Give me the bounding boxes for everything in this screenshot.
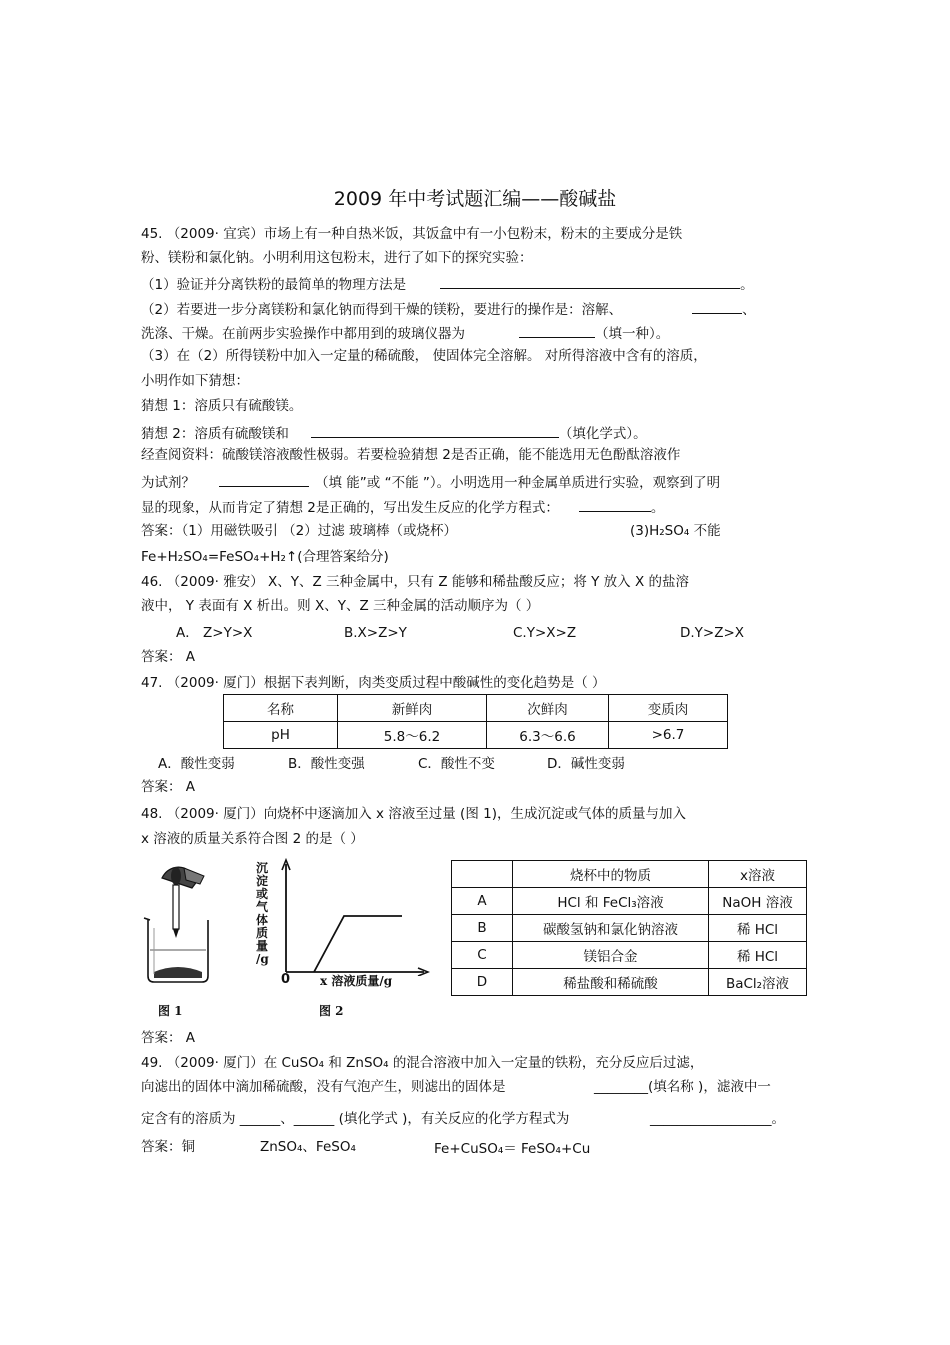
q45-guess1: 猜想 1：溶质只有硫酸镁。 <box>141 398 303 414</box>
q45-line2: 粉、镁粉和氯化钠。小明利用这包粉末，进行了如下的探究实验： <box>141 250 533 266</box>
q45-line12 <box>141 497 664 516</box>
table-cell: pH <box>224 722 338 749</box>
q45-line12-end: 。 <box>650 500 665 516</box>
table-cell: 稀 HCl <box>709 915 807 942</box>
q48-line1: 48. （2009· 厦门）向烧杯中逐滴加入 x 溶液至过量 (图 1)，生成沉淀或气体的质量与加入 <box>141 806 686 822</box>
q47-line1: 47. （2009· 厦门）根据下表判断，肉类变质过程中酸碱性的变化趋势是（ ） <box>141 675 606 691</box>
q46-answer: 答案： A <box>141 649 196 665</box>
table-cell: 镁铝合金 <box>513 942 709 969</box>
beaker-lip <box>144 918 150 920</box>
q48-answer: 答案： A <box>141 1030 196 1046</box>
figure-1-caption: 图 1 <box>158 1004 183 1018</box>
q45-part2-text: （2）若要进一步分离镁粉和氯化钠而得到干燥的镁粉，要进行的操作是：溶解、 <box>141 302 623 318</box>
q45-blank-3[interactable] <box>519 323 595 338</box>
q49-answer-a: 答案：铜 <box>141 1139 195 1155</box>
q46-option-b: B.X>Z>Y <box>344 625 407 641</box>
table-row <box>224 722 728 749</box>
ylabel-char: 量 <box>256 939 269 953</box>
q45-line1: 45. （2009· 宜宾）市场上有一种自热米饭，其饭盒中有一小包粉末，粉末的主要成分是铁 <box>141 226 683 242</box>
ylabel-char: 气 <box>256 900 269 914</box>
q45-guess2-end: （填化学式）。 <box>558 426 647 442</box>
q46-line2: 液中， Y 表面有 X 析出。则 X、Y、Z 三种金属的活动顺序为（ ） <box>141 598 540 614</box>
table-cell: >6.7 <box>609 722 728 749</box>
q49-answer-c: Fe+CuSO₄＝ FeSO₄+Cu <box>434 1141 591 1157</box>
q46-option-c: C.Y>X>Z <box>513 625 577 641</box>
q47-option-d: D．碱性变弱 <box>547 756 625 772</box>
q47-option-b: B．酸性变强 <box>288 756 365 772</box>
ylabel-char: 质 <box>256 926 269 940</box>
table-cell: 碳酸氢钠和氯化钠溶液 <box>513 915 709 942</box>
figure-2-origin: 0 <box>281 972 291 987</box>
table-row <box>224 695 728 722</box>
table-cell: D <box>452 969 513 996</box>
q45-part1-end: 。 <box>740 277 754 293</box>
table-row <box>452 861 807 888</box>
q46-line1: 46. （2009· 雅安） X、Y、Z 三种金属中，只有 Z 能够和稀盐酸反应；将 Y 放入 X 的盐溶 <box>141 574 690 590</box>
q45-line11b: （填 能”或 “不能 ”）。小明选用一种金属单质进行实验，观察到了明 <box>315 475 721 491</box>
q47-answer: 答案： A <box>141 779 196 795</box>
q46-option-d: D.Y>Z>X <box>680 625 745 641</box>
table-row <box>452 888 807 915</box>
q45-blank-6[interactable] <box>579 497 651 512</box>
q49-line2b: ________(填名称 )，滤液中一 <box>594 1079 771 1095</box>
table-cell: B <box>452 915 513 942</box>
q49-line3b: __________________。 <box>650 1111 785 1127</box>
q45-line12-text: 显的现象，从而肯定了猜想 2是正确的，写出发生反应的化学方程式： <box>141 500 559 516</box>
q45-answer-2: Fe+H₂SO₄=FeSO₄+H₂↑(合理答案给分) <box>141 549 389 565</box>
q45-part2-end: 、 <box>742 302 756 318</box>
ylabel-char: 淀 <box>256 874 269 888</box>
table-cell <box>452 861 513 888</box>
figure-2-xlabel: x 溶液质量/g <box>320 974 393 988</box>
table-cell: 稀盐酸和稀硫酸 <box>513 969 709 996</box>
q45-blank-1[interactable] <box>440 274 740 289</box>
figure-2-ylabel <box>256 862 271 966</box>
ylabel-char: 或 <box>256 887 269 901</box>
table-row <box>452 969 807 996</box>
table-cell: NaOH 溶液 <box>709 888 807 915</box>
figure-1-beaker-dropper <box>140 858 235 990</box>
figure-2-caption: 图 2 <box>319 1004 344 1018</box>
q45-blank-4[interactable] <box>311 423 559 438</box>
q45-part2b-text: 洗涤、干燥。在前两步实验操作中都用到的玻璃仪器为 <box>141 326 465 342</box>
table-cell: 6.3～6.6 <box>487 722 609 749</box>
table-cell: x溶液 <box>709 861 807 888</box>
table-cell: 新鲜肉 <box>338 695 487 722</box>
q45-line7: 小明作如下猜想： <box>141 373 249 389</box>
page-title: 2009 年中考试题汇编——酸碱盐 <box>333 188 617 210</box>
q45-line10: 经查阅资料：硫酸镁溶液酸性极弱。若要检验猜想 2是否正确，能不能选用无色酚酞溶液作 <box>141 447 681 463</box>
table-cell: 5.8～6.2 <box>338 722 487 749</box>
table-row <box>452 942 807 969</box>
table-cell: 名称 <box>224 695 338 722</box>
q49-line3a: 定含有的溶质为 ______、______ (填化学式 )，有关反应的化学方程式为 <box>141 1111 570 1127</box>
graph-curve <box>314 916 402 972</box>
q45-line11a: 为试剂？ <box>141 475 195 491</box>
ylabel-char: 体 <box>256 913 269 927</box>
ylabel-char: /g <box>256 952 269 966</box>
q46-option-a: A． Z>Y>X <box>176 625 253 641</box>
ph-table <box>223 694 728 749</box>
q45-blank-2[interactable] <box>692 299 742 314</box>
dropper-tip <box>173 929 179 938</box>
q49-line1: 49. （2009· 厦门）在 CuSO₄ 和 ZnSO₄ 的混合溶液中加入一定量的铁粉，充分反应后过滤， <box>141 1055 704 1071</box>
q47-option-a: A．酸性变弱 <box>158 756 235 772</box>
table-cell: 次鲜肉 <box>487 695 609 722</box>
figure-2-graph <box>278 858 430 976</box>
table-cell: HCl 和 FeCl₃溶液 <box>513 888 709 915</box>
q49-line2a: 向滤出的固体中滴加稀硫酸，没有气泡产生，则滤出的固体是 <box>141 1079 506 1095</box>
q47-option-c: C．酸性不变 <box>418 756 495 772</box>
table-cell: A <box>452 888 513 915</box>
q45-line11 <box>141 472 720 491</box>
table-cell: BaCl₂溶液 <box>709 969 807 996</box>
choice-table <box>451 860 807 996</box>
q49-answer-b: ZnSO₄、FeSO₄ <box>260 1139 356 1155</box>
q45-part2 <box>141 299 756 318</box>
ylabel-char: 沉 <box>256 861 269 875</box>
table-cell: 稀 HCl <box>709 942 807 969</box>
q45-guess2-text: 猜想 2：溶质有硫酸镁和 <box>141 426 289 442</box>
q45-guess2 <box>141 423 647 442</box>
q45-answer-1: 答案：（1）用磁铁吸引 （2）过滤 玻璃棒（或烧杯） <box>141 523 458 539</box>
q45-answer-1b: (3)H₂SO₄ 不能 <box>630 523 721 539</box>
dropper-bulb <box>171 867 181 885</box>
q45-part1 <box>141 274 754 293</box>
table-cell: 烧杯中的物质 <box>513 861 709 888</box>
q48-line2: x 溶液的质量关系符合图 2 的是（ ） <box>141 831 364 847</box>
table-row <box>452 915 807 942</box>
dropper-tube <box>173 885 179 929</box>
table-cell: C <box>452 942 513 969</box>
q45-part2b <box>141 323 669 342</box>
table-cell: 变质肉 <box>609 695 728 722</box>
q45-part1-text: （1）验证并分离铁粉的最简单的物理方法是 <box>141 277 407 293</box>
q45-blank-5[interactable] <box>219 472 309 487</box>
q45-part3: （3）在（2）所得镁粉中加入一定量的稀硫酸， 使固体完全溶解。 对所得溶液中含有的溶质， <box>141 348 707 364</box>
beaker-sediment <box>154 967 202 978</box>
q45-part2b-end: （填一种）。 <box>595 326 670 342</box>
